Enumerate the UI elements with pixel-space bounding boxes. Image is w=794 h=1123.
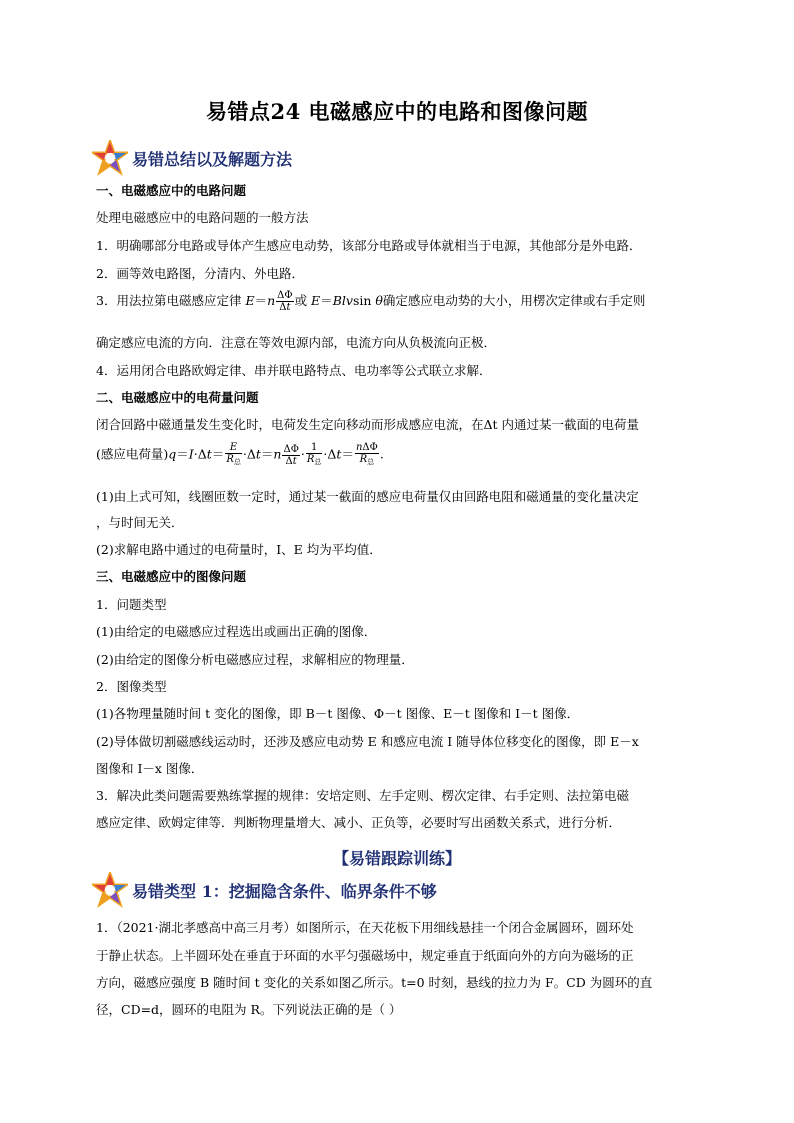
part2-formula-line: (感应电荷量)q＝I·Δt＝ $\frac{E}{R_总}$ ·Δt＝n $\frac{\Delta\Phi}{\Delta t}$ · $\frac{1}{R_总}$ ·Δt＝ $\frac{\text{nΔΦ}}{R_总}$ . bbox=[96, 442, 384, 467]
formula-fraction: $\frac{\Delta\Phi}{\Delta t}$ bbox=[277, 290, 293, 313]
star-badge-icon bbox=[92, 872, 128, 908]
part3-t2: 2．图像类型 bbox=[96, 679, 167, 694]
question1-line4: 径，CD=d，圆环的电阻为 R。下列说法正确的是（ ） bbox=[96, 1002, 402, 1017]
part1-item3: 3．用法拉第电磁感应定律 E＝n $\frac{\Delta\Phi}{\Delta t}$ 或 E＝Blvsin θ确定感应电动势的大小，用楞次定律或右手定则 bbox=[96, 290, 646, 313]
section-heading-label: 易错类型 1：挖掘隐含条件、临界条件不够 bbox=[132, 881, 437, 901]
part3-t3-cont: 感应定律、欧姆定律等．判断物理量增大、减小、正负等，必要时写出函数关系式，进行分析． bbox=[96, 815, 622, 830]
question1-line3: 方向，磁感应强度 B 随时间 t 变化的关系如图乙所示。t=0 时刻，悬线的拉力为 F。CD 为圆环的直 bbox=[96, 975, 653, 990]
section-heading-label: 易错总结以及解题方法 bbox=[132, 149, 293, 169]
part2-line1: 闭合回路中磁通量发生变化时，电荷发生定向移动而形成感应电流，在Δt 内通过某一截面的电荷量 bbox=[96, 417, 640, 432]
question1-line2: 于静止状态。上半圆环处在垂直于环面的水平匀强磁场中，规定垂直于纸面向外的方向为磁场的正 bbox=[96, 948, 634, 963]
part3-t1: 1．问题类型 bbox=[96, 597, 167, 612]
section-heading-type1 bbox=[92, 872, 437, 908]
part3-t2b-cont: 图像和 I－x 图像． bbox=[96, 761, 204, 776]
part2-note2: (2)求解电路中通过的电荷量时，I、E 均为平均值． bbox=[96, 542, 382, 557]
part3-t1a: (1)由给定的电磁感应过程选出或画出正确的图像． bbox=[96, 624, 377, 639]
part3-heading: 三、电磁感应中的图像问题 bbox=[96, 569, 247, 584]
training-heading: 【易错跟踪训练】 bbox=[332, 849, 461, 868]
part1-item2: 2．画等效电路图，分清内、外电路． bbox=[96, 266, 304, 281]
part2-note1-cont: ，与时间无关． bbox=[96, 515, 184, 530]
part3-t1b: (2)由给定的图像分析电磁感应过程，求解相应的物理量． bbox=[96, 652, 414, 667]
part3-t2b: (2)导体做切割磁感线运动时，还涉及感应电动势 E 和感应电流 I 随导体位移变化的图像，即 E－x bbox=[96, 734, 639, 749]
question1-line1: 1．（2021·湖北孝感高中高三月考）如图所示，在天花板下用细线悬挂一个闭合金属圆环，圆环处 bbox=[96, 920, 634, 935]
part1-item4: 4．运用闭合电路欧姆定律、串并联电路特点、电功率等公式联立求解． bbox=[96, 363, 492, 378]
page-title: 易错点24 电磁感应中的电路和图像问题 bbox=[205, 99, 589, 124]
part1-item1: 1．明确哪部分电路或导体产生感应电动势，该部分电路或导体就相当于电源，其他部分是外电路． bbox=[96, 238, 642, 253]
part2-note1: (1)由上式可知，线圈匝数一定时，通过某一截面的感应电荷量仅由回路电阻和磁通量的变化量决定 bbox=[96, 489, 639, 504]
part1-item3-line2: 确定感应电流的方向．注意在等效电源内部，电流方向从负极流向正极． bbox=[96, 335, 497, 350]
part3-t2a: (1)各物理量随时间 t 变化的图像，即 B－t 图像、Φ－t 图像、E－t 图像和 I－t 图像． bbox=[96, 706, 580, 721]
part1-intro: 处理电磁感应中的电路问题的一般方法 bbox=[96, 210, 309, 225]
part1-heading: 一、电磁感应中的电路问题 bbox=[96, 183, 247, 198]
star-badge-icon bbox=[92, 140, 128, 176]
section-heading-summary bbox=[92, 140, 292, 176]
part3-t3: 3．解决此类问题需要熟练掌握的规律：安培定则、左手定则、楞次定律、右手定则、法拉第电磁 bbox=[96, 788, 629, 803]
part2-heading: 二、电磁感应中的电荷量问题 bbox=[96, 390, 259, 405]
